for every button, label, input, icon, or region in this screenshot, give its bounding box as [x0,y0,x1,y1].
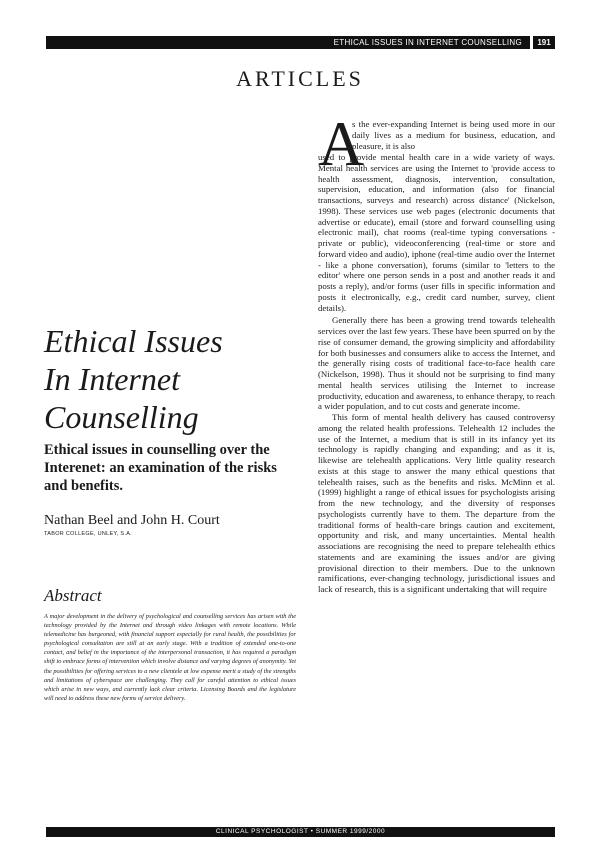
abstract-text: A major development in the delivery of psychological and counselling services has arisen with the technology provided by the Internet and through video linkages with remote locations. While telemedicine has burgeoned, with financial support especially for rural health, the possibilities for psychological consultation are still at an early stage. With a tradition of extended one-to-one contact, and belief in the importance of the interpersonal transaction, it has required a paradigm shift to embrace forms of intervention which involve distance and varying degrees of anonymity. Yet the possibilities for offering services to a new clientele at low expense merit a study of the strengths and limitations of cyberspace are challenging. They call for careful attention to ethical issues which arise in new ways, and currently lack clear criteria. Licensing Boards and the legislature will need to address these new forms of service delivery. [44,613,296,702]
body-paragraph-2: Generally there has been a growing trend towards telehealth services over the last few years. These have been spurred on by the rise of consumer demand, the growing simplicity and affordability for both businesses and consumers alike to access the Internet, and the generally rising costs of traditional face-to-face health care (Nickelson, 1998). Thus it should not be surprising to find many mental health services utilising the Internet to increase productivity, education and awareness, to enhance therapy, to reach a wider population, and to cut costs and generate income. [318,315,556,412]
article-subtitle: Ethical issues in counselling over the Interenet: an examination of the risks and benefits. [44,442,277,494]
body-paragraph-1: used to provide mental health care in a wide variety of ways. Mental health services are using the Internet to 'provide access to health assessment, diagnosis, intervention, consultation, supervision, education, and information (also for financial transactions, surveys and research) across distance' (Nickelson, 1998). These services use web pages (electronic documents that advertise or educate), email (store and forward counselling using electronic mail), chat rooms (real-time typing conversations - private or public), videoconferencing (real-time or store and forward video and audio), iphone (real-time audio over the Internet - like a phone conversation), forums (similar to 'letters to the editor' where one person sends in a post and another reads it and posts a reply), and/or forms (user fills in specific information and posts it electronically, e.g., credit card number, survey, client details). [318,152,555,313]
title-line-3: Counselling [44,399,199,435]
title-line-1: Ethical Issues [44,323,223,359]
abstract-heading: Abstract [44,586,102,605]
authors: Nathan Beel and John H. Court [44,513,220,528]
body-opening-lines: s the ever-expanding Internet is being used more in our daily lives as a medium for business, education, and pleasure, it is also [352,119,555,151]
section-label: ARTICLES [236,66,364,91]
title-line-2: In Internet [44,361,180,397]
article-title [44,322,294,436]
body-column [318,152,555,595]
footer-bar: CLINICAL PSYCHOLOGIST • SUMMER 1999/2000 [46,827,555,837]
drop-cap: A [318,108,365,179]
running-head: ETHICAL ISSUES IN INTERNET COUNSELLING [46,36,530,49]
affiliation: TABOR COLLEGE, UNLEY, S.A. [44,531,132,537]
page-number: 191 [533,36,555,49]
body-paragraph-3: This form of mental health delivery has caused controversy among the related health professions. Telehealth 12 includes the use of the Internet, a medium that is still in its infancy yet its technology is rapidly changing and expanding; and as it is, likewise are telehealth applications. Very little quality research exists at this stage to answer the many ethical questions that telehealth raises, such as the benefits and risks. McMinn et al. (1999) highlight a range of ethical issues for psychologists arising from the new technology, and the diversity of responses psychologists currently have to them. The departure from the traditional forms of health-care brings caution and excitement, opportunity and risk, and many uncertainties. Mental health associations are recognising the need to prepare telehealth ethics statements and are examining the issues and/or are giving provisional direction to their members. Due to the unknown ramifications, ever-changing technology, jurisdictional issues and lack of research, this is a significant undertaking that will require [318,412,555,594]
